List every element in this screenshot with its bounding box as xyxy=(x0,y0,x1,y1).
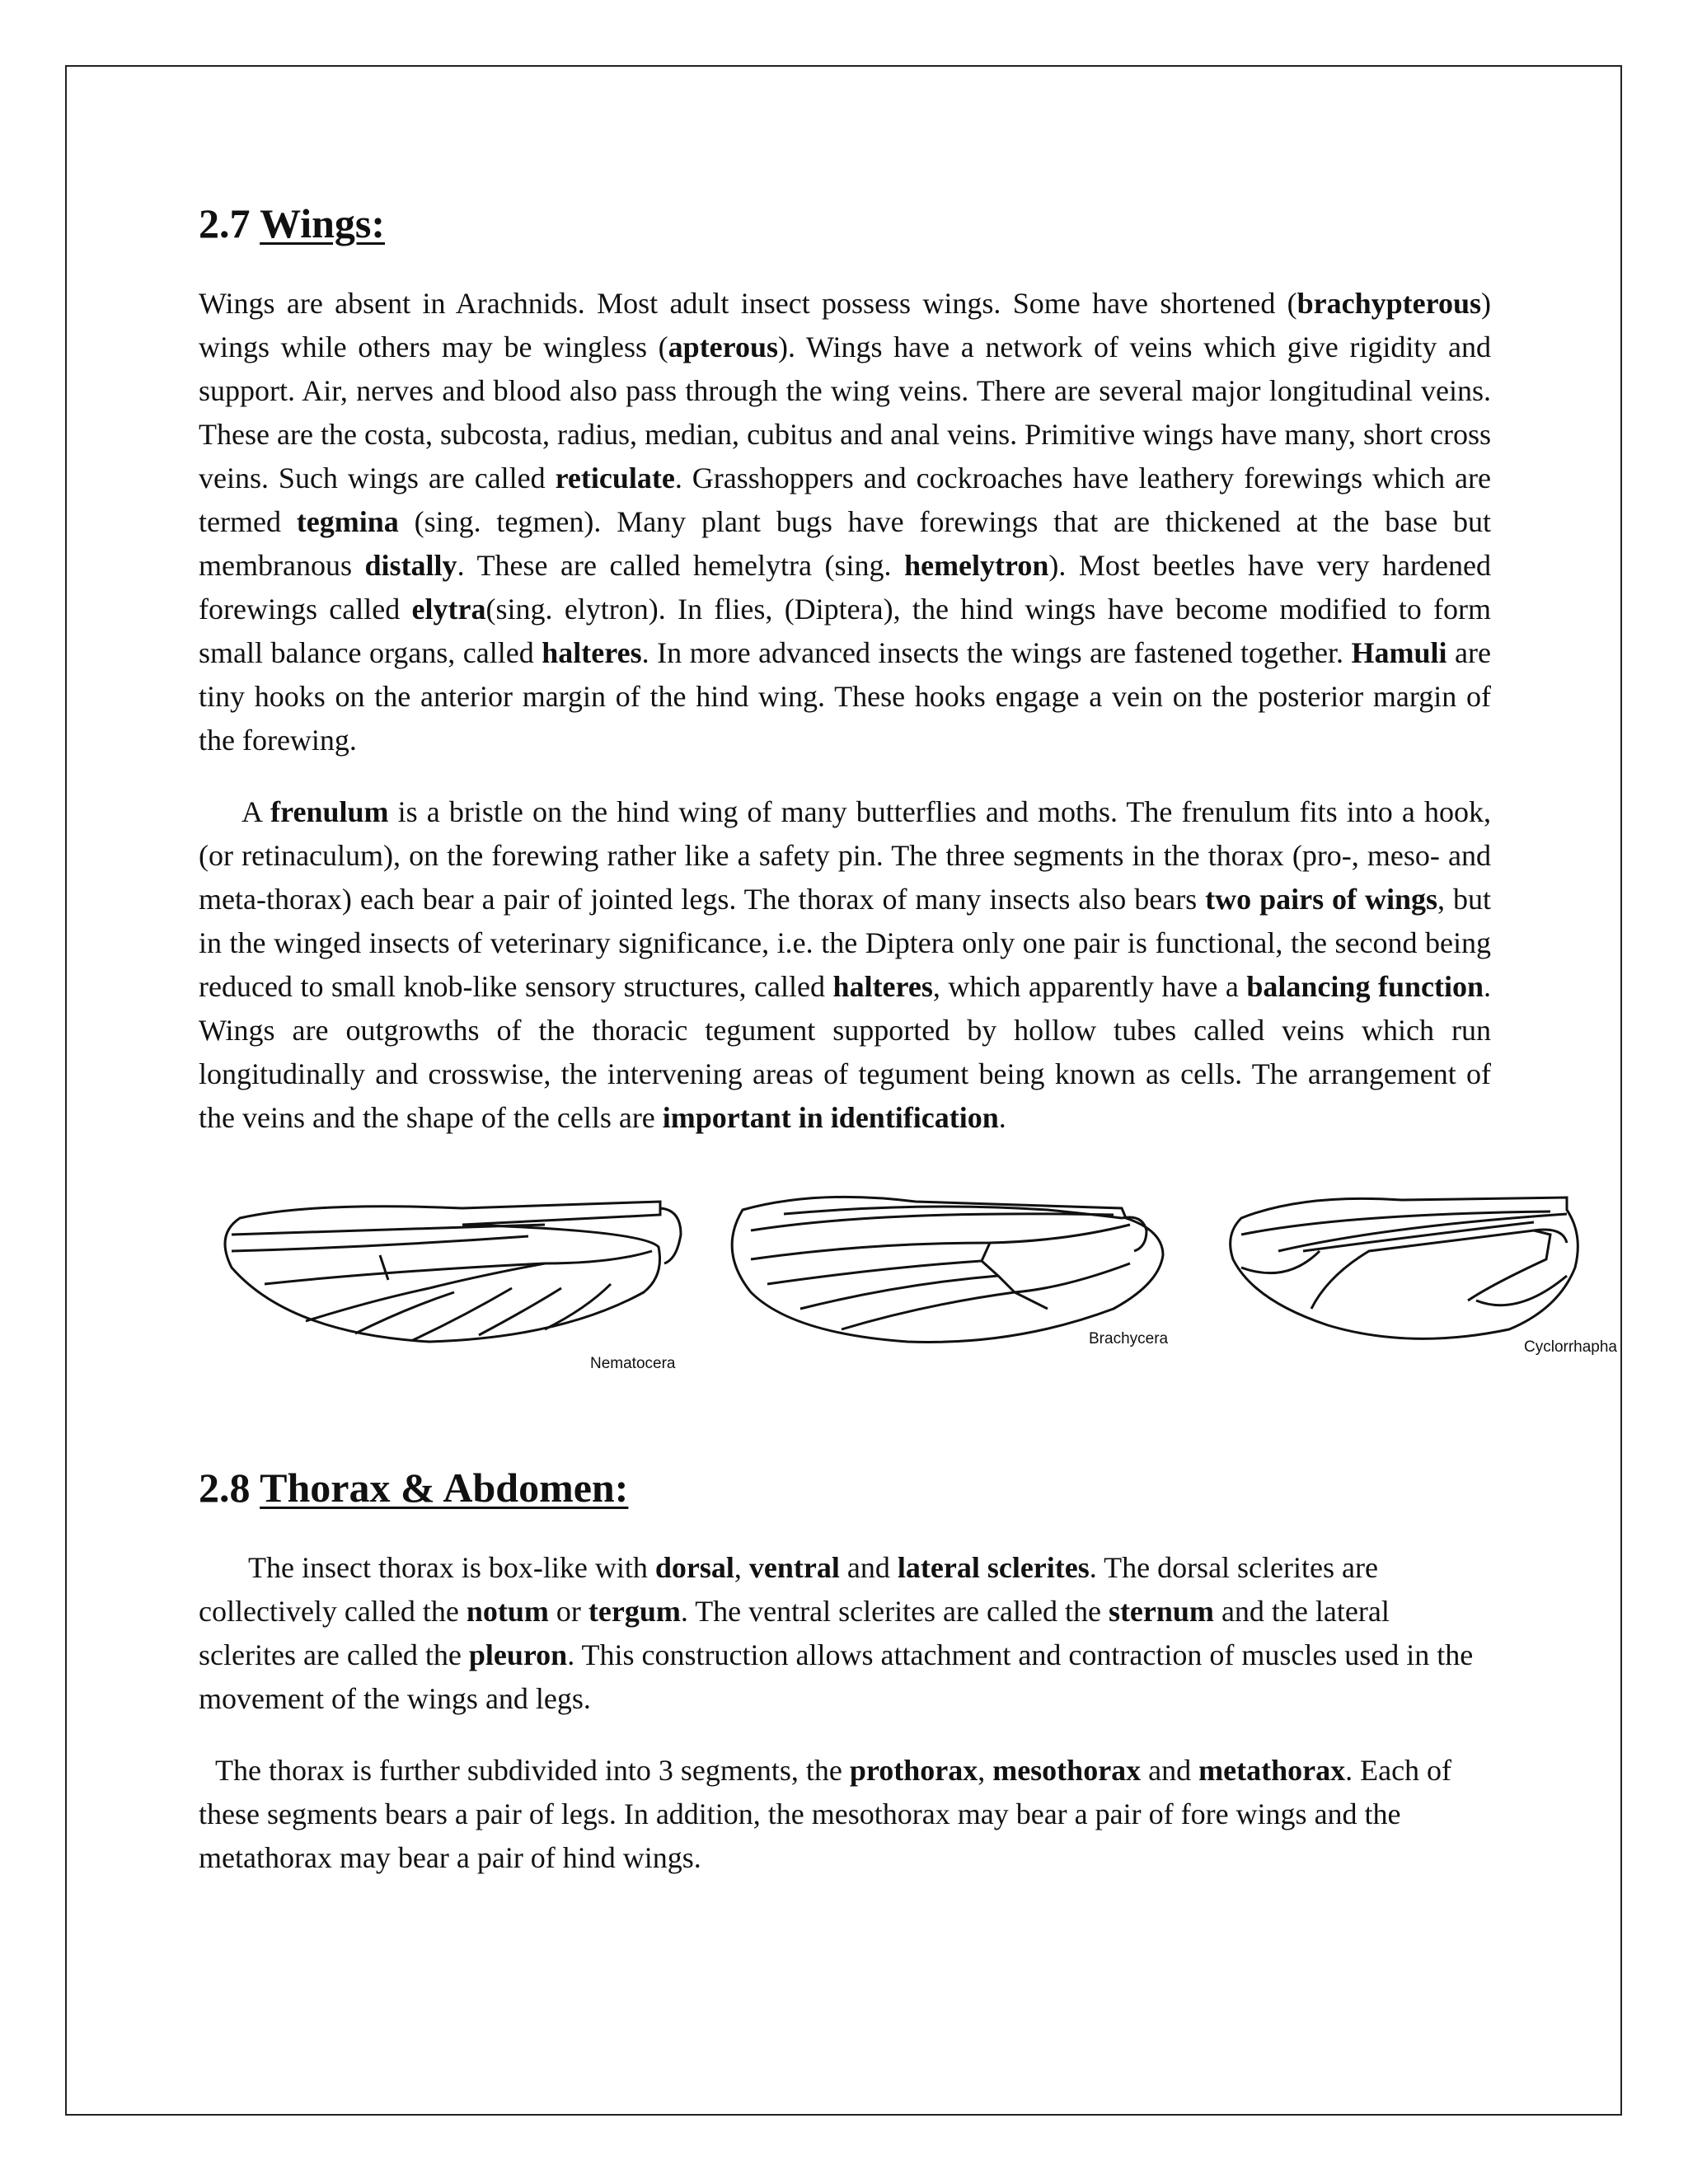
wing-venation-figure xyxy=(215,1185,1626,1383)
text-run: A xyxy=(241,795,271,828)
bold-term: dorsal xyxy=(654,1551,734,1584)
paragraph xyxy=(199,282,1491,762)
text-run: . xyxy=(998,1101,1006,1134)
text-run: The insect thorax is box-like with xyxy=(248,1551,655,1584)
text-run: ) wings while others may be wingless ( xyxy=(199,287,1491,363)
wing-label-brachycera: Brachycera xyxy=(1089,1330,1169,1347)
nematocera-wing-illustration xyxy=(215,1185,685,1358)
text-run: , xyxy=(734,1551,749,1584)
bold-term: brachypterous xyxy=(1296,287,1481,320)
text-run: is a bristle on the hind wing of many butterflies and moths. The frenulum fits into a hook, (or retinaculum), on the forewing rather like a safety pin. The three segments in the thorax (pro-, meso- and meta-thorax) each bear a pair of jointed legs. The thorax of many insects also bears xyxy=(199,795,1491,916)
text-run: ). Wings have a network of veins which give rigidity and support. Air, nerves and blood also pass through the wing veins. There are several major longitudinal veins. These are the costa, subcosta, radius, median, cubitus and anal veins. Primitive wings have many, short cross veins. Such wings are called xyxy=(199,330,1491,494)
bold-term: two pairs of wings xyxy=(1205,883,1438,916)
bold-term: distally xyxy=(364,549,457,582)
bold-term: elytra xyxy=(411,593,486,626)
bold-term: Hamuli xyxy=(1351,636,1447,669)
bold-term: apterous xyxy=(668,330,779,363)
bold-term: lateral sclerites xyxy=(897,1551,1090,1584)
text-run: . Each of these segments bears a pair of legs. In addition, the mesothorax may bear a pair of fore wings and the metathorax may bear a pair of hind wings. xyxy=(199,1754,1452,1874)
text-run: . Wings are outgrowths of the thoracic tegument supported by hollow tubes called veins which run longitudinally and crosswise, the intervening areas of tegument being known as cells. The arrangement of the veins and the shape of the cells are xyxy=(199,970,1491,1134)
bold-term: metathorax xyxy=(1198,1754,1346,1787)
text-run: Wings are absent in Arachnids. Most adult insect possess wings. Some have shortened ( xyxy=(199,287,1297,320)
text-run: and xyxy=(1141,1754,1199,1787)
text-run: , but in the winged insects of veterinary significance, i.e. the Diptera only one pair is functional, the second being reduced to small knob-like sensory structures, called xyxy=(199,883,1491,1003)
bold-term: reticulate xyxy=(555,462,675,494)
text-run: . The dorsal sclerites are collectively called the xyxy=(199,1551,1378,1628)
bold-term: prothorax xyxy=(849,1754,978,1787)
text-run: . These are called hemelytra (sing. xyxy=(457,549,905,582)
paragraph xyxy=(199,790,1491,1140)
text-run: . This construction allows attachment and contraction of muscles used in the movement of the wings and legs. xyxy=(199,1638,1474,1715)
bold-term: tegmina xyxy=(296,505,399,538)
paragraph xyxy=(199,1749,1491,1880)
text-run: The thorax is further subdivided into 3 segments, the xyxy=(215,1754,850,1787)
section-title: Wings: xyxy=(260,200,386,246)
text-run: , xyxy=(978,1754,993,1787)
section-title: Thorax & Abdomen: xyxy=(260,1465,629,1511)
text-run: and xyxy=(839,1551,898,1584)
wing-label-cyclorrhapha: Cyclorrhapha xyxy=(1524,1338,1617,1356)
text-run: . The ventral sclerites are called the xyxy=(680,1595,1109,1628)
page-content xyxy=(199,194,1617,1880)
bold-term: frenulum xyxy=(270,795,389,828)
text-run: , which apparently have a xyxy=(932,970,1247,1003)
bold-term: ventral xyxy=(748,1551,840,1584)
text-run: . Grasshoppers and cockroaches have leathery forewings which are termed xyxy=(199,462,1491,538)
bold-term: important in identification xyxy=(662,1101,999,1134)
section-number: 2.8 xyxy=(199,1465,251,1511)
section-number: 2.7 xyxy=(199,200,251,246)
bold-term: tergum xyxy=(588,1595,681,1628)
bold-term: halteres xyxy=(542,636,642,669)
bold-term: halteres xyxy=(832,970,933,1003)
section-heading-wings xyxy=(199,194,1491,252)
bold-term: balancing function xyxy=(1246,970,1484,1003)
bold-term: sternum xyxy=(1108,1595,1214,1628)
section-heading-thorax xyxy=(199,1459,1491,1516)
bold-term: pleuron xyxy=(468,1638,568,1671)
wing-label-nematocera: Nematocera xyxy=(590,1355,676,1372)
bold-term: hemelytron xyxy=(904,549,1049,582)
bold-term: notum xyxy=(466,1595,549,1628)
text-run: (sing. elytron). In flies, (Diptera), the hind wings have become modified to form small balance organs, called xyxy=(199,593,1491,669)
text-run: . In more advanced insects the wings are fastened together. xyxy=(641,636,1352,669)
text-run: are tiny hooks on the anterior margin of the hind wing. These hooks engage a vein on the posterior margin of the forewing. xyxy=(199,636,1491,757)
bold-term: mesothorax xyxy=(992,1754,1142,1787)
text-run: ). Most beetles have very hardened forewings called xyxy=(199,549,1491,626)
text-run: (sing. tegmen). Many plant bugs have forewings that are thickened at the base but membranous xyxy=(199,505,1491,582)
text-run: or xyxy=(548,1595,588,1628)
paragraph xyxy=(199,1546,1491,1721)
text-run: and the lateral sclerites are called the xyxy=(199,1595,1390,1671)
